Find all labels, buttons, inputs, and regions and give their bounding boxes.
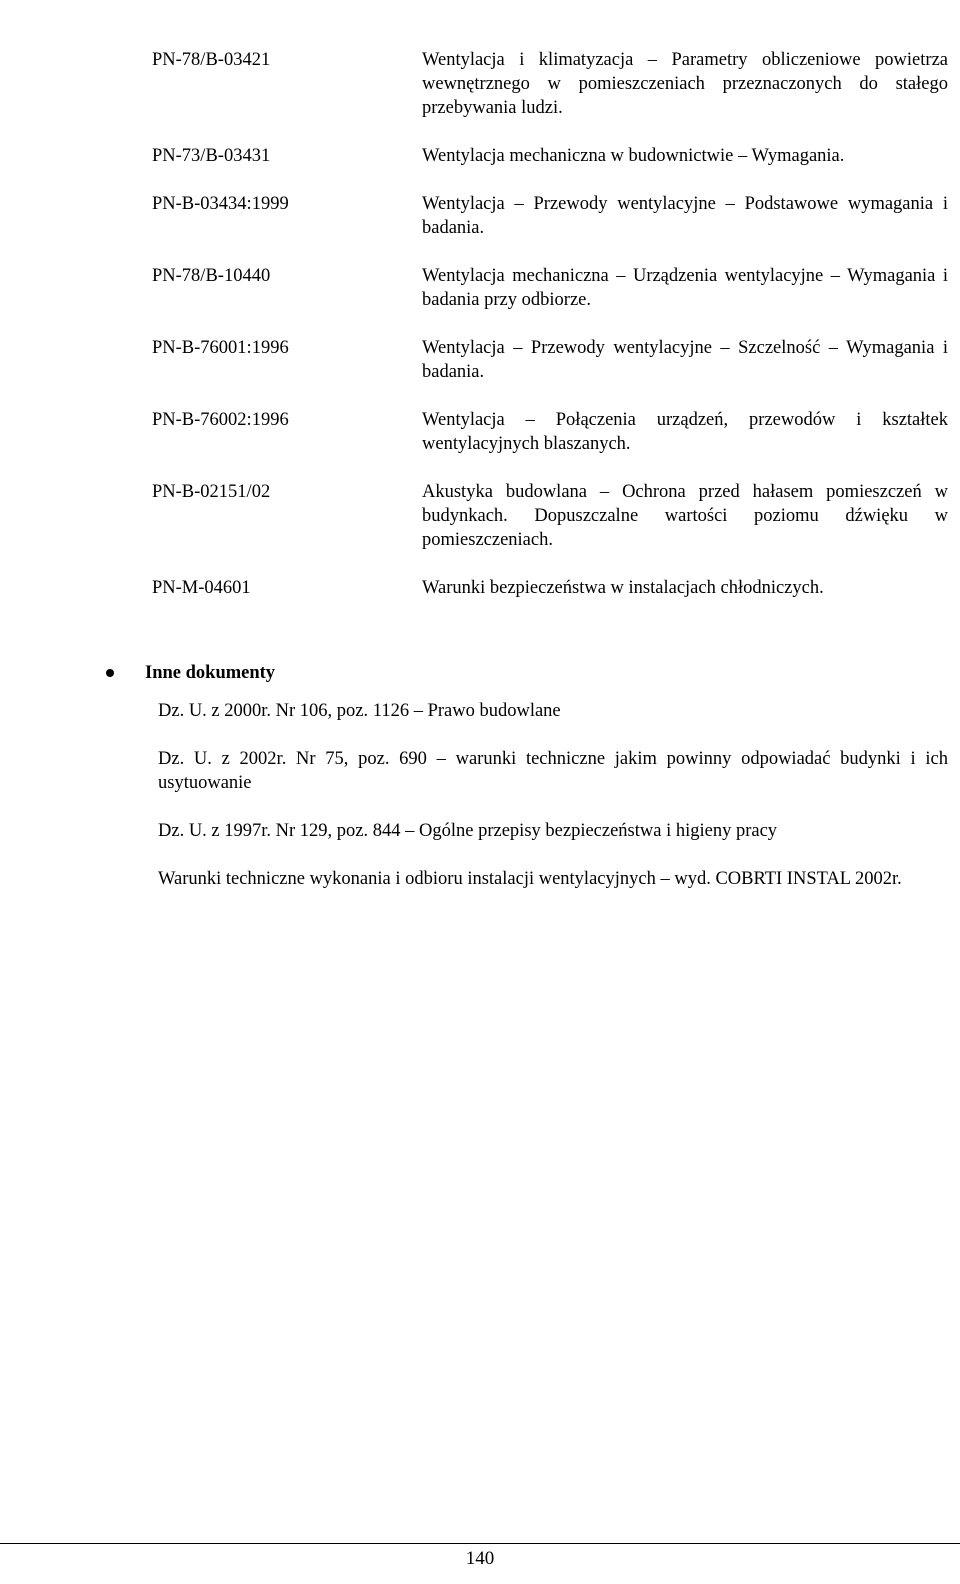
standard-row — [152, 576, 948, 600]
standard-row — [152, 192, 948, 240]
standard-row — [152, 480, 948, 552]
standard-code: PN-78/B-03421 — [152, 50, 271, 70]
standard-description: Wentylacja – Przewody wentylacyjne – Szczelność – Wymagania i badania. — [422, 338, 948, 382]
standard-description: Warunki bezpieczeństwa w instalacjach chłodniczych. — [422, 578, 824, 598]
standard-code: PN-78/B-10440 — [152, 266, 271, 286]
standard-row — [152, 336, 948, 384]
standard-description: Akustyka budowlana – Ochrona przed hałasem pomieszczeń w budynkach. Dopuszczalne wartości poziomu dźwięku w pomieszczeniach. — [422, 482, 948, 550]
standard-description: Wentylacja – Połączenia urządzeń, przewodów i kształtek wentylacyjnych blaszanych. — [422, 410, 948, 454]
bullet-icon — [106, 669, 114, 677]
standard-description: Wentylacja mechaniczna w budownictwie – Wymagania. — [422, 146, 845, 166]
page-number: 140 — [465, 1548, 495, 1569]
standard-description: Wentylacja mechaniczna – Urządzenia wentylacyjne – Wymagania i badania przy odbiorze. — [422, 266, 948, 310]
standard-row — [152, 408, 948, 456]
document-item: Dz. U. z 1997r. Nr 129, poz. 844 – Ogólne przepisy bezpieczeństwa i higieny pracy — [158, 821, 778, 841]
document-item: Warunki techniczne wykonania i odbioru instalacji wentylacyjnych – wyd. COBRTI INSTAL 2002r. — [158, 869, 902, 889]
standard-description: Wentylacja – Przewody wentylacyjne – Podstawowe wymagania i badania. — [422, 194, 948, 238]
standard-code: PN-73/B-03431 — [152, 146, 271, 166]
standard-code: PN-B-76001:1996 — [152, 338, 289, 358]
standard-row — [152, 144, 948, 168]
section-heading-text: Inne dokumenty — [145, 663, 276, 683]
footer-divider — [0, 1543, 960, 1544]
section-heading — [100, 661, 948, 685]
standard-row — [152, 264, 948, 312]
standard-description: Wentylacja i klimatyzacja – Parametry obliczeniowe powietrza wewnętrznego w pomieszczeniach przeznaczonych do stałego przebywania ludzi. — [422, 50, 948, 118]
document-item: Dz. U. z 2002r. Nr 75, poz. 690 – warunki techniczne jakim powinny odpowiadać budynki i ich usytuowanie — [158, 749, 948, 793]
standard-code: PN-M-04601 — [152, 578, 251, 598]
standard-row — [152, 48, 948, 120]
standard-code: PN-B-02151/02 — [152, 482, 271, 502]
other-documents-list — [158, 699, 948, 891]
standard-code: PN-B-76002:1996 — [152, 410, 289, 430]
other-documents-section — [100, 661, 948, 685]
standards-list — [152, 48, 948, 600]
document-item: Dz. U. z 2000r. Nr 106, poz. 1126 – Prawo budowlane — [158, 701, 561, 721]
standard-code: PN-B-03434:1999 — [152, 194, 289, 214]
